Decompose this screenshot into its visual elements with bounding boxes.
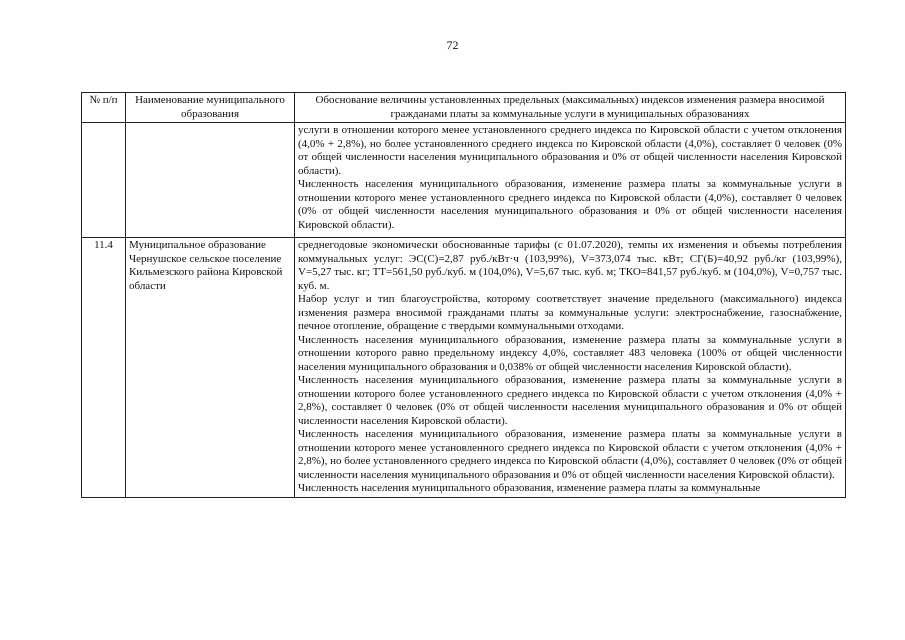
row-num: 11.4 [82,238,126,498]
table-header-row [82,93,846,123]
row-basis [295,123,846,238]
table-row [82,123,846,238]
indices-table [81,92,846,498]
basis-paragraph: Численность населения муниципального образования, изменение размера платы за коммунальные услуги в отношении которого более установленного среднего индекса по Кировской области с учетом отклонения (4,0% + 2,8%), составляет 0 человек (0% от общей численности населения муниципального образования и 0% от общей численности населения Кировской области). [298,374,842,427]
header-name: Наименование муниципального образования [126,93,295,123]
row-name [126,123,295,238]
basis-paragraph: среднегодовые экономически обоснованные тарифы (с 01.07.2020), темпы их изменения и объемы потребления коммунальных услуг: ЭС(С)=2,87 руб./кВт·ч (103,99%), V=373,074 тыс. кВт; СГ(Б)=40,92 руб./кг (103,99%), V=5,27 тыс. кг; ТТ=561,50 руб./куб. м (104,0%), V=5,67 тыс. куб. м; ТКО=841,57 руб./куб. м (104,0%), V=0,757 тыс. куб. м. [298,239,842,292]
row-name: Муниципальное образование Чернушское сельское поселение Кильмезского района Кировской области [126,238,295,498]
header-basis: Обоснование величины установленных предельных (максимальных) индексов изменения размера вносимой гражданами платы за коммунальные услуги в муниципальных образованиях [295,93,846,123]
basis-paragraph: услуги в отношении которого менее установленного среднего индекса по Кировской области с учетом отклонения (4,0% + 2,8%), но более установленного среднего индекса по Кировской области (4,0%), составляет 0 человек (0% от общей численности населения муниципального образования и 0% от общей численности населения Кировской области). [298,124,842,177]
basis-paragraph: Численность населения муниципального образования, изменение размера платы за коммунальные услуги в отношении которого менее установленного среднего индекса по Кировской области (4,0%), составляет 0 человек (0% от общей численности населения муниципального образования и 0% от общей численности населения Кировской области). [298,178,842,231]
row-basis [295,238,846,498]
basis-paragraph: Численность населения муниципального образования, изменение размера платы за коммунальные [298,482,761,494]
table-row [82,238,846,498]
basis-paragraph: Набор услуг и тип благоустройства, которому соответствует значение предельного (максимального) индекса изменения размера вносимой гражданами платы за коммунальные услуги: электроснабжение, газоснабжение, печное отопление, обращение с твердыми коммунальными отходами. [298,293,842,332]
header-num: № п/п [82,93,126,123]
basis-paragraph: Численность населения муниципального образования, изменение размера платы за коммунальные услуги в отношении которого менее установленного среднего индекса по Кировской области с учетом отклонения (4,0% + 2,8%), но более установленного среднего индекса по Кировской области (4,0%), составляет 0 человек (0% от общей численности населения муниципального образования и 0% от общей численности населения Кировской области). [298,428,842,481]
page-number: 72 [446,38,459,52]
row-num [82,123,126,238]
basis-paragraph: Численность населения муниципального образования, изменение размера платы за коммунальные услуги в отношении которого равно предельному индексу 4,0%, составляет 483 человека (100% от общей численности населения муниципального образования и 0,038% от общей численности населения Кировской области). [298,333,842,373]
